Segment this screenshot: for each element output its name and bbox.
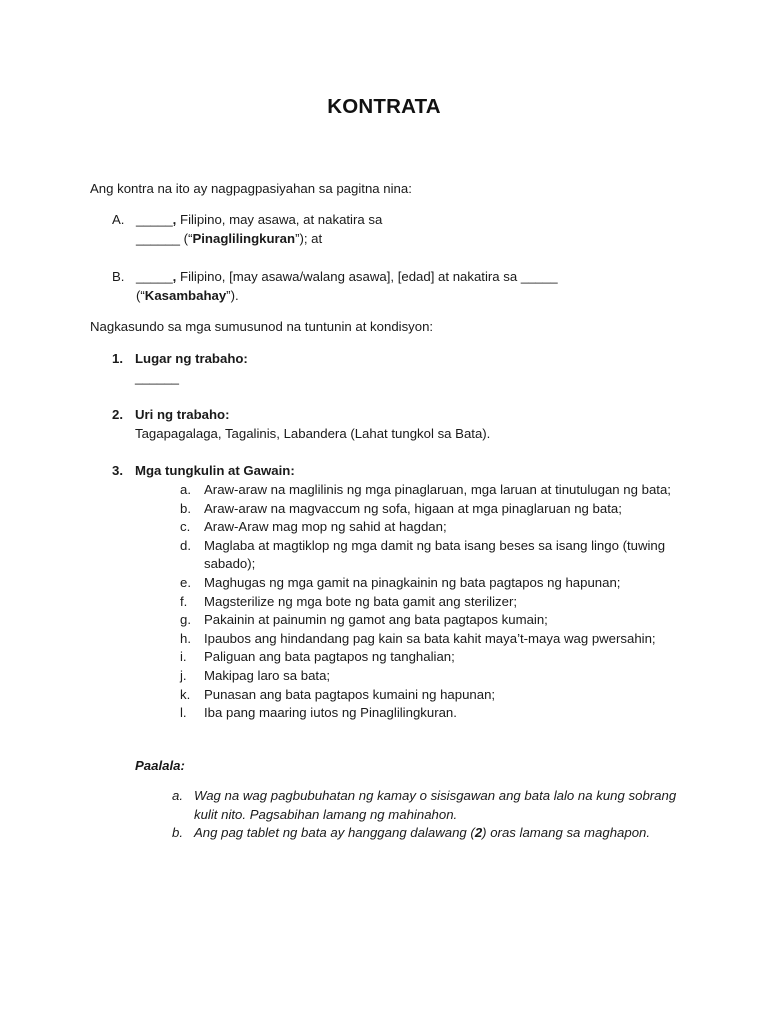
list-item bbox=[180, 574, 680, 593]
list-item-text: Magsterilize ng mga bote ng bata gamit ang sterilizer; bbox=[204, 593, 517, 609]
list-item-letter: a. bbox=[172, 788, 183, 803]
list-item-text: Ipaubos ang hindandang pag kain sa bata kahit maya’t-maya wag pwersahin; bbox=[204, 630, 656, 646]
list-item-text-after: ) oras lamang sa maghapon. bbox=[482, 825, 651, 841]
section-heading: Lugar ng trabaho: bbox=[135, 351, 248, 366]
list-item bbox=[180, 686, 680, 705]
party-b-role: Kasambahay bbox=[144, 287, 227, 303]
party-a-body bbox=[136, 211, 696, 248]
list-item-text: Araw-araw na magvaccum ng sofa, higaan at mga pinaglaruan ng bata; bbox=[204, 500, 622, 516]
party-b-address-blank: _____ bbox=[520, 269, 558, 284]
list-item-letter: c. bbox=[180, 519, 191, 535]
party-b-open-quote: (“ bbox=[136, 287, 145, 303]
party-b-body bbox=[136, 268, 696, 305]
list-item bbox=[180, 611, 680, 630]
list-item-letter: h. bbox=[180, 630, 191, 646]
party-a-text: Filipino, may asawa, at nakatira sa bbox=[176, 212, 383, 227]
party-a-role: Pinaglilingkuran bbox=[192, 230, 296, 246]
list-item-text: Punasan ang bata pagtapos kumaini ng hapunan; bbox=[204, 686, 496, 702]
list-item-hours: 2 bbox=[474, 825, 483, 841]
party-b-blank: _____ bbox=[136, 269, 173, 284]
list-item-letter: b. bbox=[180, 500, 191, 516]
list-item-letter: b. bbox=[172, 825, 183, 841]
section-body: ______ bbox=[135, 369, 180, 385]
list-item-letter: j. bbox=[180, 667, 187, 683]
list-item-text: Araw-araw na maglilinis ng mga pinaglaruan, mga laruan at tinutulugan ng bata; bbox=[204, 482, 671, 497]
section-body: Tagapagalaga, Tagalinis, Labandera (Lahat tungkol sa Bata). bbox=[135, 425, 491, 441]
list-item bbox=[180, 500, 680, 519]
list-item bbox=[180, 704, 680, 723]
list-item-text: Makipag laro sa bata; bbox=[204, 667, 331, 683]
list-item-letter: i. bbox=[180, 649, 187, 665]
section-heading: Mga tungkulin at Gawain: bbox=[135, 463, 295, 478]
party-b-comma: , bbox=[172, 269, 177, 284]
list-item bbox=[180, 630, 680, 649]
reminder-list bbox=[172, 787, 692, 843]
agreement-paragraph: Nagkasundo sa mga sumusunod na tuntunin at kondisyon: bbox=[90, 319, 434, 334]
list-item-letter: e. bbox=[180, 574, 191, 590]
reminder-heading: Paalala: bbox=[135, 758, 185, 773]
list-item-letter: k. bbox=[180, 686, 191, 702]
list-item-text-before: Ang pag tablet ng bata ay hanggang dalawang ( bbox=[194, 825, 475, 841]
list-item-text: Iba pang maaring iutos ng Pinaglilingkuran. bbox=[204, 705, 457, 721]
list-item bbox=[172, 787, 692, 824]
list-item bbox=[180, 518, 680, 537]
list-item bbox=[180, 648, 680, 667]
list-item-text: Paliguan ang bata pagtapos ng tanghalian; bbox=[204, 649, 455, 665]
list-item-text: Wag na wag pagbubuhatan ng kamay o sisisgawan ang bata lalo na kung sobrang kulit nito. Pagsabihan lamang ng mahinahon. bbox=[194, 788, 677, 822]
duties-list bbox=[180, 481, 680, 723]
list-item-letter: g. bbox=[180, 612, 191, 628]
party-a-close-quote: ”); at bbox=[295, 230, 323, 246]
party-a-blank: _____ bbox=[136, 212, 173, 227]
list-item-text: Araw-Araw mag mop ng sahid at hagdan; bbox=[204, 519, 447, 535]
intro-paragraph: Ang kontra na ito ay nagpagpasiyahan sa pagitna nina: bbox=[90, 181, 412, 196]
list-item bbox=[180, 537, 680, 574]
list-item-text: Maghugas ng mga gamit na pinagkainin ng bata pagtapos ng hapunan; bbox=[204, 574, 621, 590]
party-b-label: B. bbox=[112, 269, 125, 284]
list-item-letter: a. bbox=[180, 482, 191, 497]
list-item-letter: f. bbox=[180, 593, 188, 609]
party-a-comma: , bbox=[172, 212, 177, 227]
section-number: 2. bbox=[112, 407, 123, 422]
list-item-text: Pakainin at painumin ng gamot ang bata pagtapos kumain; bbox=[204, 612, 548, 628]
list-item-letter: d. bbox=[180, 537, 191, 553]
party-b-close-quote: ”). bbox=[226, 287, 239, 303]
list-item bbox=[180, 593, 680, 612]
party-a-line2-blank: ______ bbox=[136, 230, 181, 246]
party-a-label: A. bbox=[112, 212, 125, 227]
list-item-text: Maglaba at magtiklop ng mga damit ng bata isang beses sa isang lingo (tuwing sabado); bbox=[204, 537, 666, 572]
list-item bbox=[180, 667, 680, 686]
list-item bbox=[172, 824, 692, 843]
section-heading: Uri ng trabaho: bbox=[135, 407, 230, 422]
section-number: 1. bbox=[112, 351, 123, 366]
party-b-text: Filipino, [may asawa/walang asawa], [edad] at nakatira sa bbox=[176, 269, 521, 284]
list-item bbox=[180, 481, 680, 500]
document-title: KONTRATA bbox=[327, 95, 441, 118]
list-item-letter: l. bbox=[180, 705, 187, 721]
party-a-open-quote: (“ bbox=[180, 230, 193, 246]
section-number: 3. bbox=[112, 463, 123, 478]
